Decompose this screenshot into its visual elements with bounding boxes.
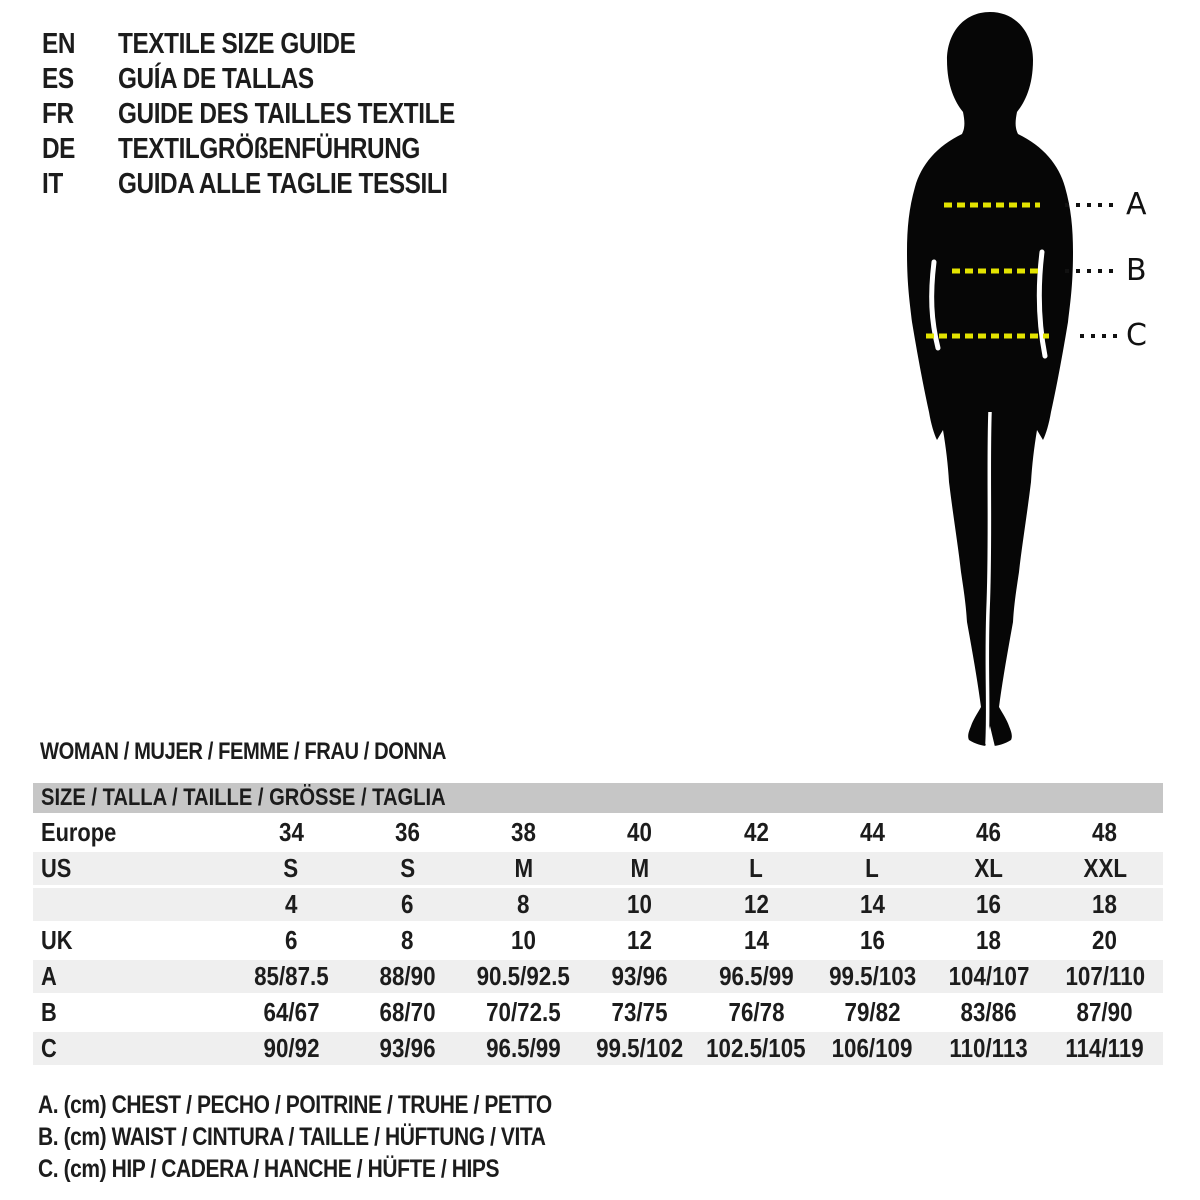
size-cell: S — [283, 853, 299, 883]
size-cell: 85/87.5 — [253, 961, 329, 991]
size-cell: 87/90 — [1076, 997, 1133, 1027]
lang-row-en — [42, 27, 519, 62]
lang-code: ES — [42, 63, 74, 95]
row-label — [33, 889, 233, 920]
size-cell: 88/90 — [379, 961, 436, 991]
size-cell: 46 — [976, 817, 1002, 847]
measure-label-c: C — [1126, 318, 1147, 353]
lang-code: EN — [42, 28, 76, 60]
size-cell: 18 — [1092, 889, 1118, 919]
lang-code: IT — [42, 168, 63, 200]
size-cell: XXL — [1083, 853, 1127, 883]
size-cell: 70/72.5 — [486, 997, 561, 1027]
size-cell: 14 — [743, 925, 769, 955]
size-cell: 36 — [394, 817, 420, 847]
table-row-us-numeric — [33, 888, 1163, 921]
lang-row-de — [42, 132, 519, 167]
size-cell: 12 — [743, 889, 769, 919]
lang-label: GUIDE DES TAILLES TEXTILE — [118, 98, 455, 130]
size-cell: 16 — [976, 889, 1002, 919]
size-cell: 96.5/99 — [486, 1033, 561, 1063]
table-row-c-hip — [33, 1032, 1163, 1065]
measurement-legend — [38, 1089, 650, 1185]
legend-line-c: C. (cm) HIP / CADERA / HANCHE / HÜFTE / HIPS — [38, 1155, 500, 1183]
lang-label: TEXTILE SIZE GUIDE — [118, 28, 356, 60]
size-cell: XL — [974, 853, 1003, 883]
measure-label-a: A — [1126, 187, 1147, 222]
size-cell: M — [630, 853, 650, 883]
size-cell: 93/96 — [611, 961, 668, 991]
size-cell: 90.5/92.5 — [476, 961, 571, 991]
section-title-text: WOMAN / MUJER / FEMME / FRAU / DONNA — [40, 738, 446, 765]
size-cell: 40 — [627, 817, 653, 847]
size-cell: 18 — [976, 925, 1002, 955]
lang-code: DE — [42, 133, 76, 165]
size-cell: 79/82 — [844, 997, 901, 1027]
size-cell: 99.5/103 — [828, 961, 916, 991]
lang-row-fr — [42, 97, 519, 132]
table-row-europe — [33, 816, 1163, 849]
size-cell: 104/107 — [948, 961, 1030, 991]
size-cell: 110/113 — [949, 1033, 1028, 1063]
size-cell: 93/96 — [379, 1033, 436, 1063]
table-row-b-waist — [33, 996, 1163, 1029]
size-table — [33, 783, 1163, 1068]
size-cell: M — [514, 853, 533, 883]
size-cell: 8 — [401, 925, 414, 955]
row-label: A — [41, 961, 57, 991]
table-row-a-chest — [33, 960, 1163, 993]
legend-line-b: B. (cm) WAIST / CINTURA / TAILLE / HÜFTUNG / VITA — [38, 1123, 546, 1151]
size-cell: 6 — [401, 889, 414, 919]
size-cell: 76/78 — [728, 997, 785, 1027]
lang-row-it — [42, 167, 519, 202]
row-label: B — [41, 997, 57, 1027]
woman-silhouette-diagram — [895, 0, 1160, 748]
size-cell: 4 — [284, 889, 298, 919]
table-row-uk — [33, 924, 1163, 957]
size-cell: 48 — [1092, 817, 1118, 847]
size-cell: 90/92 — [263, 1033, 320, 1063]
table-row-us — [33, 852, 1163, 885]
size-cell: 34 — [278, 817, 304, 847]
size-cell: L — [865, 853, 880, 883]
lang-row-es — [42, 62, 519, 97]
size-cell: 64/67 — [263, 997, 320, 1027]
size-cell: 83/86 — [960, 997, 1017, 1027]
size-cell: 10 — [627, 889, 653, 919]
size-cell: 42 — [743, 817, 769, 847]
size-cell: 14 — [859, 889, 885, 919]
lang-label: GUIDA ALLE TAGLIE TESSILI — [118, 168, 448, 200]
size-cell: 102.5/105 — [706, 1033, 806, 1063]
size-table-header-text: SIZE / TALLA / TAILLE / GRÖSSE / TAGLIA — [41, 784, 446, 811]
size-cell: 114/119 — [1065, 1033, 1145, 1063]
row-label: Europe — [41, 817, 117, 847]
size-cell: 12 — [627, 925, 653, 955]
size-cell: 8 — [517, 889, 530, 919]
size-cell: 16 — [859, 925, 885, 955]
size-cell: L — [749, 853, 763, 883]
size-cell: 96.5/99 — [718, 961, 794, 991]
size-cell: 99.5/102 — [596, 1033, 684, 1063]
size-cell: 6 — [284, 925, 298, 955]
legend-line-a: A. (cm) CHEST / PECHO / POITRINE / TRUHE / PETTO — [38, 1091, 552, 1119]
language-guide-list — [42, 27, 519, 202]
size-cell: 20 — [1092, 925, 1118, 955]
size-cell: 106/109 — [831, 1033, 913, 1063]
lang-label: GUÍA DE TALLAS — [118, 63, 314, 95]
size-cell: 68/70 — [379, 997, 436, 1027]
section-title-woman — [40, 738, 523, 766]
row-label: US — [41, 853, 72, 883]
size-cell: 10 — [511, 925, 537, 955]
measure-label-b: B — [1126, 253, 1147, 288]
size-cell: S — [399, 853, 415, 883]
woman-silhouette — [907, 12, 1073, 746]
row-label: UK — [41, 925, 73, 955]
row-label: C — [41, 1033, 57, 1063]
size-cell: 44 — [859, 817, 885, 847]
size-cell: 38 — [511, 817, 537, 847]
size-table-header — [33, 783, 1163, 813]
size-cell: 107/110 — [1065, 961, 1145, 991]
lang-code: FR — [42, 98, 74, 130]
size-cell: 73/75 — [611, 997, 668, 1027]
lang-label: TEXTILGRÖßENFÜHRUNG — [118, 133, 420, 165]
